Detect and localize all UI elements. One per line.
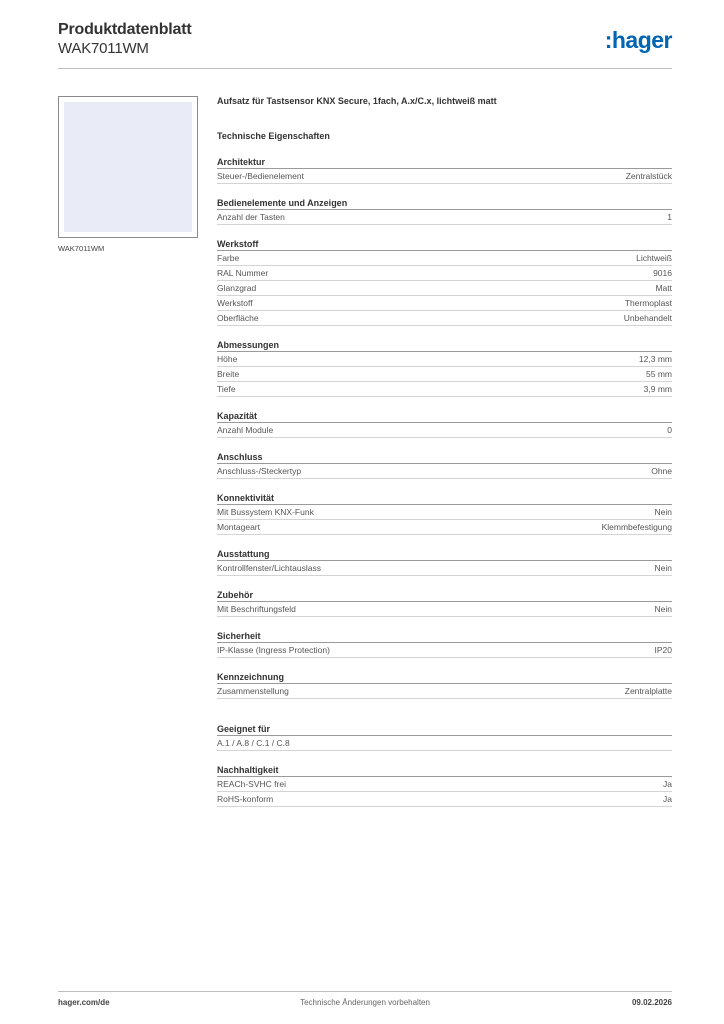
- product-image: [58, 96, 198, 238]
- table-row: [217, 169, 672, 184]
- table-row: [217, 777, 672, 792]
- row-value: Thermoplast: [624, 298, 672, 308]
- row-value: 9016: [653, 268, 672, 278]
- group-title: Konnektivität: [217, 492, 672, 505]
- row-label: Montageart: [217, 522, 260, 532]
- row-label: Glanzgrad: [217, 283, 257, 293]
- table-row: [217, 296, 672, 311]
- table-row: [217, 367, 672, 382]
- table-row: [217, 464, 672, 479]
- row-label: Zusammenstellung: [217, 686, 289, 696]
- group-title: Ausstattung: [217, 548, 672, 561]
- row-value: Nein: [654, 563, 672, 573]
- row-label: Anzahl der Tasten: [217, 212, 285, 222]
- row-label: REACh-SVHC frei: [217, 779, 286, 789]
- row-value: Ja: [663, 779, 672, 789]
- product-name: Aufsatz für Tastsensor KNX Secure, 1fach, A.x/C.x, lichtweiß matt: [217, 96, 497, 106]
- row-value: Ja: [663, 794, 672, 804]
- row-label: Steuer-/Bedienelement: [217, 171, 304, 181]
- row-value: Klemmbefestigung: [601, 522, 672, 532]
- disclaimer: Technische Änderungen vorbehalten: [300, 998, 430, 1007]
- group-title: Kapazität: [217, 410, 672, 423]
- table-row: [217, 266, 672, 281]
- product-code: WAK7011WM: [58, 40, 149, 57]
- property-group: [217, 451, 672, 479]
- row-label: RoHS-konform: [217, 794, 274, 804]
- group-title: Architektur: [217, 156, 672, 169]
- row-value: 12,3 mm: [638, 354, 672, 364]
- table-row: [217, 561, 672, 576]
- table-row: [217, 520, 672, 535]
- row-label: Tiefe: [217, 384, 236, 394]
- row-label: Mit Bussystem KNX-Funk: [217, 507, 314, 517]
- group-title: Abmessungen: [217, 339, 672, 352]
- property-group: [217, 630, 672, 658]
- header-divider: [58, 68, 672, 69]
- document-date: 09.02.2026: [631, 998, 672, 1007]
- row-value: 0: [667, 425, 672, 435]
- row-value: Zentralstück: [625, 171, 672, 181]
- row-label: Höhe: [217, 354, 238, 364]
- group-title: Kennzeichnung: [217, 671, 672, 684]
- row-value: Nein: [654, 507, 672, 517]
- row-value: IP20: [654, 645, 672, 655]
- row-label: Anschluss-/Steckertyp: [217, 466, 302, 476]
- group-title: Nachhaltigkeit: [217, 764, 672, 777]
- row-label: IP-Klasse (Ingress Protection): [217, 645, 330, 655]
- group-title: Werkstoff: [217, 238, 672, 251]
- sustainability-group: [217, 764, 672, 807]
- property-group: [217, 410, 672, 438]
- row-label: Breite: [217, 369, 240, 379]
- row-value: 1: [667, 212, 672, 222]
- row-label: Werkstoff: [217, 298, 253, 308]
- group-title: Sicherheit: [217, 630, 672, 643]
- technical-properties-heading: Technische Eigenschaften: [217, 131, 330, 141]
- group-title: Zubehör: [217, 589, 672, 602]
- table-row: [217, 311, 672, 326]
- table-row: [217, 251, 672, 266]
- property-group: [217, 339, 672, 397]
- row-label: A.1 / A.8 / C.1 / C.8: [217, 738, 290, 748]
- row-value: Nein: [654, 604, 672, 614]
- property-group: [217, 238, 672, 326]
- property-group: [217, 671, 672, 699]
- property-group: [217, 492, 672, 535]
- hager-logo: [605, 27, 672, 54]
- table-row: [217, 352, 672, 367]
- row-label: Oberfläche: [217, 313, 259, 323]
- table-row: [217, 602, 672, 617]
- table-row: [217, 684, 672, 699]
- group-title: Geeignet für: [217, 723, 672, 736]
- row-value: 55 mm: [646, 369, 672, 379]
- website-link[interactable]: hager.com/de: [58, 998, 110, 1007]
- table-row: [217, 382, 672, 397]
- row-value: Zentralplatte: [624, 686, 672, 696]
- table-row: [217, 423, 672, 438]
- property-group: [217, 197, 672, 225]
- row-value: 3,9 mm: [643, 384, 672, 394]
- row-label: Kontrollfenster/Lichtauslass: [217, 563, 321, 573]
- suitable-for-group: [217, 723, 672, 751]
- property-group: [217, 548, 672, 576]
- row-value: Ohne: [651, 466, 672, 476]
- product-plate-picture: [64, 102, 192, 232]
- row-value: Matt: [655, 283, 672, 293]
- group-title: Bedienelemente und Anzeigen: [217, 197, 672, 210]
- page-header: [58, 20, 672, 58]
- logo-dots: :: [604, 27, 612, 53]
- product-image-caption: WAK7011WM: [58, 244, 105, 253]
- table-row: [217, 643, 672, 658]
- logo-text: hager: [611, 27, 672, 53]
- table-row: [217, 281, 672, 296]
- property-group: [217, 156, 672, 184]
- row-value: Lichtweiß: [636, 253, 672, 263]
- table-row: [217, 736, 672, 751]
- table-row: [217, 210, 672, 225]
- property-group: [217, 589, 672, 617]
- property-groups: [217, 156, 672, 699]
- row-label: Anzahl Module: [217, 425, 274, 435]
- product-details: [217, 94, 672, 807]
- row-value: Unbehandelt: [623, 313, 672, 323]
- row-label: Farbe: [217, 253, 240, 263]
- row-label: RAL Nummer: [217, 268, 269, 278]
- table-row: [217, 505, 672, 520]
- footer-divider: [58, 991, 672, 992]
- document-title: Produktdatenblatt: [58, 21, 192, 38]
- table-row: [217, 792, 672, 807]
- group-title: Anschluss: [217, 451, 672, 464]
- row-label: Mit Beschriftungsfeld: [217, 604, 296, 614]
